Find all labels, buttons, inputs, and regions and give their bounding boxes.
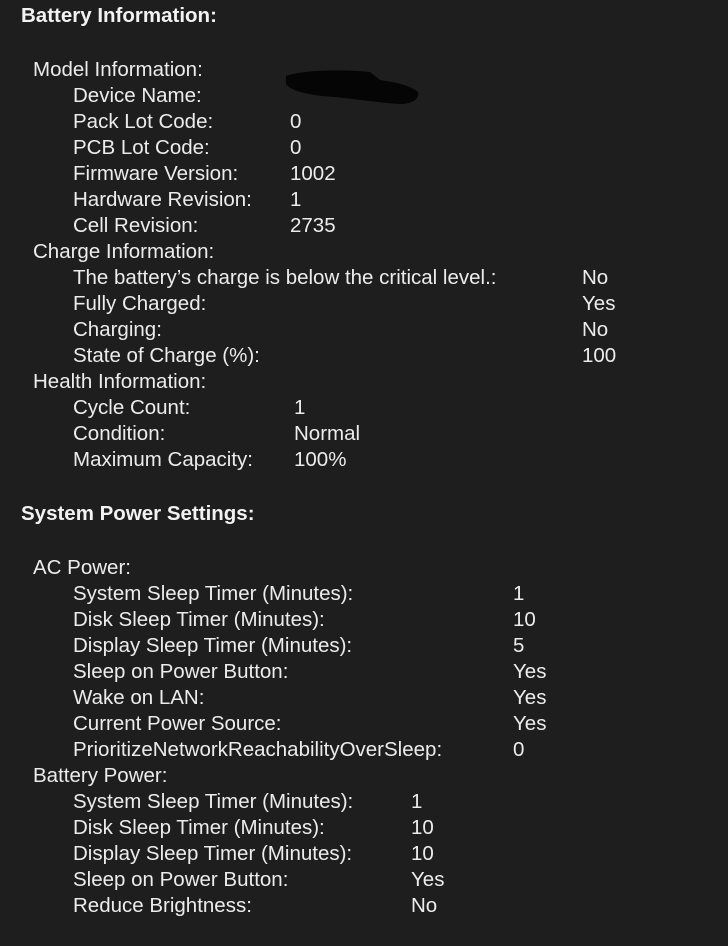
ac-sleep-on-power-button-label: Sleep on Power Button:	[73, 660, 289, 683]
firmware-version-label: Firmware Version:	[73, 162, 239, 185]
condition-label: Condition:	[73, 422, 166, 445]
charging-value: No	[582, 318, 609, 341]
bat-system-sleep-timer-value: 1	[411, 790, 423, 813]
fully-charged-label: Fully Charged:	[73, 292, 207, 315]
maximum-capacity-label: Maximum Capacity:	[73, 448, 253, 471]
pcb-lot-code-label: PCB Lot Code:	[73, 136, 210, 159]
critical-level-label: The battery’s charge is below the critical level.:	[73, 266, 497, 289]
state-of-charge-value: 100	[582, 344, 617, 367]
pack-lot-code-label: Pack Lot Code:	[73, 110, 214, 133]
ac-display-sleep-timer-value: 5	[513, 634, 525, 657]
ac-current-power-source-value: Yes	[513, 712, 547, 735]
redaction-mark	[282, 66, 422, 108]
bat-reduce-brightness-value: No	[411, 894, 438, 917]
bat-display-sleep-timer-value: 10	[411, 842, 434, 865]
ac-disk-sleep-timer-value: 10	[513, 608, 536, 631]
ac-display-sleep-timer-label: Display Sleep Timer (Minutes):	[73, 634, 353, 657]
critical-level-value: No	[582, 266, 609, 289]
model-information-heading: Model Information:	[33, 58, 203, 81]
bat-reduce-brightness-label: Reduce Brightness:	[73, 894, 252, 917]
fully-charged-value: Yes	[582, 292, 616, 315]
health-information-heading: Health Information:	[33, 370, 207, 393]
cell-revision-value: 2735	[290, 214, 336, 237]
ac-sleep-on-power-button-value: Yes	[513, 660, 547, 683]
ac-prioritize-network-value: 0	[513, 738, 525, 761]
maximum-capacity-value: 100%	[294, 448, 347, 471]
bat-display-sleep-timer-label: Display Sleep Timer (Minutes):	[73, 842, 353, 865]
cycle-count-label: Cycle Count:	[73, 396, 191, 419]
firmware-version-value: 1002	[290, 162, 336, 185]
charging-label: Charging:	[73, 318, 162, 341]
bat-disk-sleep-timer-label: Disk Sleep Timer (Minutes):	[73, 816, 325, 839]
charge-information-heading: Charge Information:	[33, 240, 215, 263]
ac-prioritize-network-label: PrioritizeNetworkReachabilityOverSleep:	[73, 738, 443, 761]
bat-system-sleep-timer-label: System Sleep Timer (Minutes):	[73, 790, 354, 813]
hardware-revision-label: Hardware Revision:	[73, 188, 252, 211]
ac-current-power-source-label: Current Power Source:	[73, 712, 282, 735]
cell-revision-label: Cell Revision:	[73, 214, 199, 237]
ac-disk-sleep-timer-label: Disk Sleep Timer (Minutes):	[73, 608, 325, 631]
condition-value: Normal	[294, 422, 361, 445]
battery-information-heading: Battery Information:	[21, 4, 217, 27]
pcb-lot-code-value: 0	[290, 136, 302, 159]
device-name-label: Device Name:	[73, 84, 202, 107]
state-of-charge-label: State of Charge (%):	[73, 344, 260, 367]
ac-system-sleep-timer-label: System Sleep Timer (Minutes):	[73, 582, 354, 605]
cycle-count-value: 1	[294, 396, 306, 419]
battery-power-heading: Battery Power:	[33, 764, 168, 787]
pack-lot-code-value: 0	[290, 110, 302, 133]
ac-power-heading: AC Power:	[33, 556, 131, 579]
system-power-settings-heading: System Power Settings:	[21, 502, 255, 525]
ac-wake-on-lan-label: Wake on LAN:	[73, 686, 205, 709]
bat-sleep-on-power-button-label: Sleep on Power Button:	[73, 868, 289, 891]
bat-disk-sleep-timer-value: 10	[411, 816, 434, 839]
bat-sleep-on-power-button-value: Yes	[411, 868, 445, 891]
ac-wake-on-lan-value: Yes	[513, 686, 547, 709]
ac-system-sleep-timer-value: 1	[513, 582, 525, 605]
hardware-revision-value: 1	[290, 188, 302, 211]
